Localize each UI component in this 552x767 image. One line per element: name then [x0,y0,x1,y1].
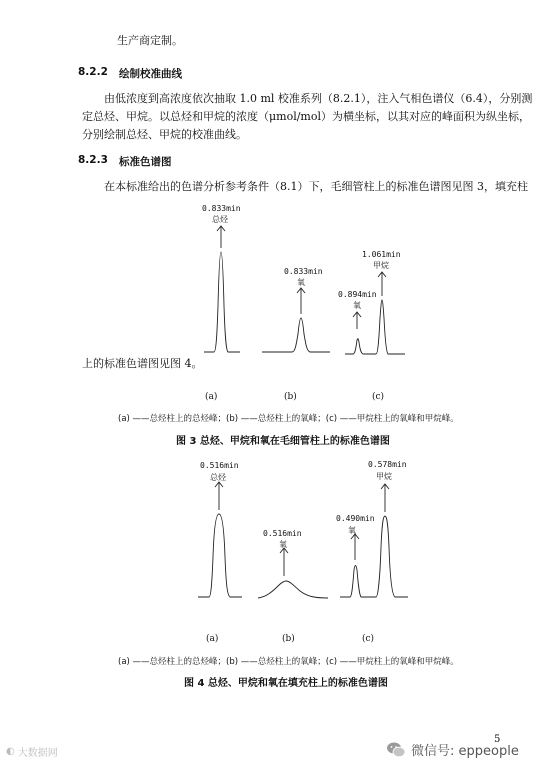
fig4c-peak2-time: 0.578min [368,460,407,469]
fig4a-peak-name: 总烃 [210,473,226,482]
fig3c-peak2-time: 1.061min [362,250,401,259]
fig4c-chromatogram [340,482,410,602]
fig3b-peak-name: 氧 [297,278,305,287]
fig3-label-a: (a) [205,392,218,402]
fig3-caption: (a) ——总烃柱上的总烃峰；(b) ——总烃柱上的氧峰；(c) ——甲烷柱上的氧峰和甲烷峰。 [118,414,459,424]
section-number-823: 8.2.3 [78,154,108,166]
fig4-caption: (a) ——总烃柱上的总烃峰；(b) ——总烃柱上的氧峰；(c) ——甲烷柱上的氧峰和甲烷峰。 [118,657,459,667]
fig3a-peak-name: 总烃 [212,215,228,224]
fig4b-chromatogram [258,548,330,600]
fig4c-peak1-time: 0.490min [336,514,375,523]
section-title-823: 标准色谱图 [119,156,172,168]
fig4b-peak-name: 氧 [279,540,287,549]
fig3c-peak1-time: 0.894min [338,290,377,299]
paragraph-823-line1: 在本标准给出的色谱分析参考条件（8.1）下，毛细管柱上的标准色谱图见图 3，填充柱 [104,180,528,193]
fig4a-chromatogram [196,482,248,602]
page-number: 5 [494,734,501,745]
watermark-logo-icon: ◐ [6,746,15,757]
fig4c-peak2-name: 甲烷 [376,472,392,481]
fig4c-peaks [340,516,408,597]
paragraph-822-line2: 定总烃、甲烷。以总烃和甲烷的浓度（μmol/mol）为横坐标，以其对应的峰面积为纵坐标， [82,110,530,123]
fig4-label-c: (c) [362,634,375,644]
fig3-label-b: (b) [284,392,297,402]
paragraph-822-line3: 分别绘制总烃、甲烷的校准曲线。 [82,128,247,141]
fig3b-peak-time: 0.833min [284,267,323,276]
fig4-label-a: (a) [206,634,219,644]
watermark-left-text: 大数据网 [17,748,58,759]
fig4-title: 图 4 总烃、甲烷和氧在填充柱上的标准色谱图 [184,678,388,689]
wechat-id [386,740,519,759]
fig3c-peak1-name: 氧 [353,301,361,310]
fig3a-peak-time: 0.833min [202,204,241,213]
watermark-left [6,744,58,759]
fig4a-peak-time: 0.516min [200,461,239,470]
section-number-822: 8.2.2 [78,66,108,78]
section-title-822: 绘制校准曲线 [119,68,182,80]
fig4-label-b: (b) [282,634,295,644]
paragraph-823-line2: 上的标准色谱图见图 4。 [82,357,203,370]
fig3c-peak2-name: 甲烷 [373,261,389,270]
fig4b-peak [258,581,328,598]
wechat-logo-icon [386,741,406,759]
wechat-label: 微信号: eppeople [411,744,519,759]
fig4c-peak1-name: 氧 [348,526,356,535]
paragraph-822-line1: 由低浓度到高浓度依次抽取 1.0 ml 校准系列（8.2.1），注入气相色谱仪（6.4），分别测 [104,92,533,105]
fig4a-peak [198,514,242,597]
fig4b-peak-time: 0.516min [263,529,302,538]
intro-line: 生产商定制。 [117,34,183,47]
fig3-title: 图 3 总烃、甲烷和氧在毛细管柱上的标准色谱图 [176,436,390,447]
fig3-label-c: (c) [372,392,385,402]
